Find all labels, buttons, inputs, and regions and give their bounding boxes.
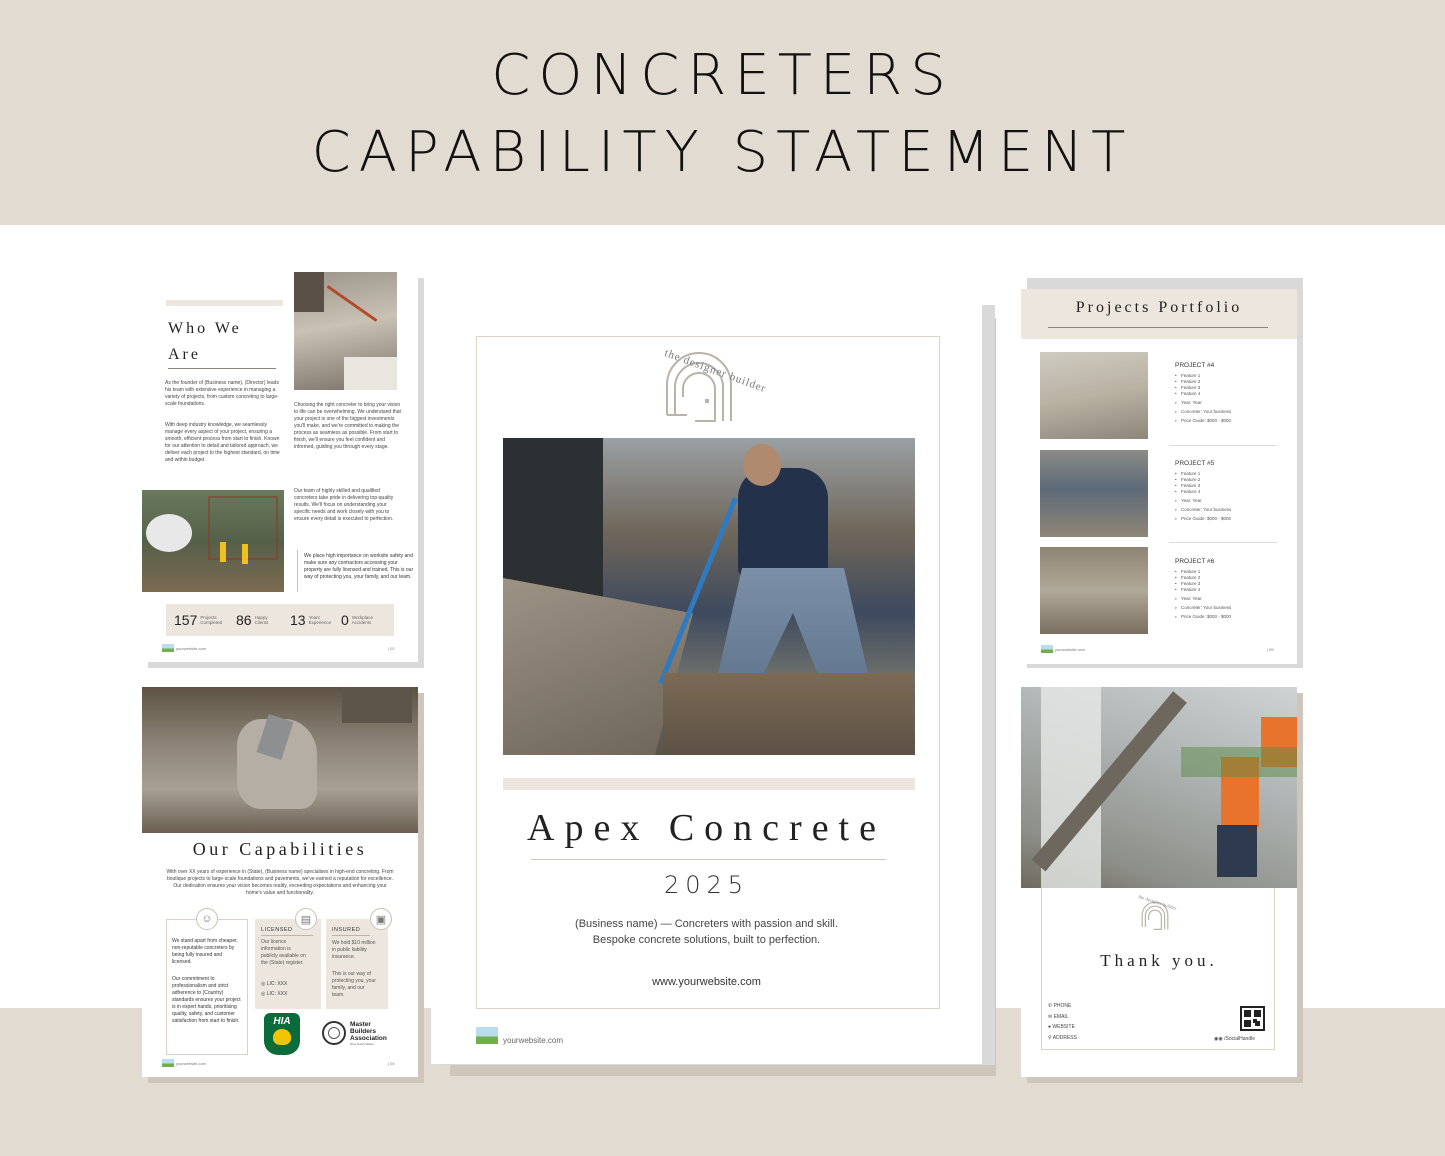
feature-item: • Feature 4: [1175, 391, 1231, 397]
licence-value: LIC: XXX: [266, 981, 288, 987]
location-pin-icon: ⚲: [1048, 1035, 1052, 1042]
feature-item: • Feature 3: [1175, 483, 1231, 489]
stat-label: Experience: [308, 620, 332, 625]
feature-item: • Feature 4: [1175, 587, 1231, 593]
feature-item: • Feature 2: [1175, 379, 1231, 385]
row-divider: [1169, 542, 1277, 543]
who-title-line1: Who We: [168, 320, 242, 337]
contact-email[interactable]: [1048, 1012, 1077, 1023]
project-6-photo: [1040, 547, 1148, 634]
feature-item: • Feature 2: [1175, 477, 1231, 483]
feature-item: • Feature 3: [1175, 385, 1231, 391]
why-us-para-2: Our commitment to professionalism and strict adherence to (Country) standards ensures your project is in expert hands, prioritising quality, safety, and customer satisfaction from start to finish.: [172, 976, 241, 1024]
stat-projects: [174, 612, 222, 628]
contact-website[interactable]: [1048, 1022, 1077, 1033]
tagline-line: Bespoke concrete solutions, built to perfection.: [592, 934, 821, 946]
project-4-details: [1175, 362, 1231, 424]
hia-logo: [264, 1013, 300, 1055]
project-year: ▸ Year: Year: [1175, 498, 1231, 504]
thankyou-page: [1021, 687, 1297, 1077]
contact-list: [1048, 1001, 1077, 1044]
project-price: ▸ Price Guide: $000 - $000: [1175, 418, 1231, 424]
licensed-title: LICENSED: [261, 927, 293, 933]
who-we-are-title: [168, 316, 242, 368]
email-icon: ✉: [1048, 1013, 1053, 1020]
project-price: ▸ Price Guide: $000 - $000: [1175, 614, 1231, 620]
instagram-icon: ◉: [1214, 1036, 1219, 1042]
insurance-icon: ▣: [370, 908, 392, 930]
concrete-pour-photo: [1021, 687, 1297, 888]
licensed-text: Our licence information is publicly available on the (State) register.: [261, 939, 306, 966]
banner-title-line1: CONCRETERS: [491, 43, 954, 108]
cover-accent-bar: [503, 778, 915, 790]
worker-icon: ☺: [196, 908, 218, 930]
mba-line: Builders: [350, 1028, 377, 1035]
footer-logo-icon: [476, 1027, 498, 1044]
stat-label: Accidents: [351, 620, 372, 625]
stat-accidents: [341, 612, 373, 628]
feature-item: • Feature 4: [1175, 489, 1231, 495]
contact-address[interactable]: [1048, 1033, 1077, 1044]
footer-logo-icon: [162, 644, 174, 652]
site-photo: [142, 490, 284, 592]
phone-icon: ✆: [1048, 1003, 1053, 1009]
cover-page: [431, 281, 982, 1064]
why-us-para-1: We stand apart from cheaper, non-reputable concreters by being fully insured and licensed.: [172, 938, 238, 965]
who-title-line2: Are: [168, 346, 201, 363]
cover-year: 2025: [663, 871, 750, 899]
feature-item: • Feature 3: [1175, 581, 1231, 587]
cover-tagline: [431, 916, 982, 948]
project-concreter: ▸ Concreter: Your business: [1175, 409, 1231, 415]
insured-para-1: We hold $10 million in public liability insurance.: [332, 940, 376, 960]
thankyou-logo-text: the designer builder: [1137, 895, 1177, 913]
page-number: | 04: [388, 1061, 395, 1066]
project-4-photo: [1040, 352, 1148, 439]
mba-seal-icon: [322, 1021, 346, 1045]
capabilities-page: [142, 687, 418, 1077]
stat-years: [290, 612, 331, 628]
stat-label: Completed: [200, 620, 223, 625]
project-concreter: ▸ Concreter: Your business: [1175, 605, 1231, 611]
contact-label: ADDRESS: [1052, 1035, 1077, 1042]
project-price: ▸ Price Guide: $000 - $000: [1175, 516, 1231, 522]
globe-icon: ●: [1048, 1024, 1052, 1031]
screeding-photo: [294, 272, 397, 390]
footer-site: yourwebsite.com: [503, 1036, 564, 1045]
insured-rule: [332, 935, 370, 936]
cover-title-rule: [531, 859, 886, 860]
footer-logo-icon: [1041, 645, 1053, 653]
contact-phone[interactable]: [1048, 1001, 1077, 1012]
project-name: PROJECT #6: [1175, 558, 1215, 565]
title-rule: [168, 368, 276, 369]
feature-item: • Feature 1: [1175, 471, 1231, 477]
portfolio-title-rule: [1048, 327, 1268, 328]
project-name: PROJECT #4: [1175, 362, 1215, 369]
stat-value: 13: [290, 612, 306, 628]
qr-code-icon[interactable]: [1240, 1006, 1265, 1031]
who-para-3: Choosing the right concreter to bring your vision to life can be overwhelming. We understand that your project is one of the biggest investments you'll make, and we're committed to making the process as seamless as possible. From start to finish, we'll ensure you feel confident and informed, guiding you through every stage.: [294, 402, 401, 450]
who-para-2: With deep industry knowledge, we seamlessly manage every aspect of your project, ensuring a smooth, efficient process from start to finish. Known for our attention to detail and tailored approach, we deliver each project to the highest standard, on time and within budget.: [165, 422, 280, 463]
footer-site: yourwebsite.com: [176, 1061, 207, 1066]
stat-label: Workplace: [351, 614, 373, 620]
contact-label: PHONE: [1053, 1003, 1072, 1009]
licensed-rule: [261, 935, 313, 936]
cover-website: www.yourwebsite.com: [652, 976, 761, 988]
licence-value: LIC: XXX: [266, 991, 288, 997]
hia-logo-text: HIA: [273, 1016, 291, 1027]
stat-label: Clients: [254, 620, 269, 625]
cover-logo-text: the designer builder: [662, 347, 768, 396]
facebook-icon: ◉: [1218, 1036, 1223, 1042]
quote-bar: [297, 550, 298, 592]
licence-icon: ▤: [295, 908, 317, 930]
contact-label: EMAIL: [1053, 1013, 1069, 1020]
footer-site: yourwebsite.com: [176, 646, 207, 651]
feature-item: • Feature 1: [1175, 373, 1231, 379]
project-5-details: [1175, 460, 1231, 522]
mba-line: Master: [350, 1021, 371, 1028]
thankyou-title: Thank you.: [1100, 951, 1218, 970]
social-handle-text: /SocialHandle: [1224, 1036, 1255, 1042]
insured-title: INSURED: [332, 927, 361, 933]
page-number: | 05: [1267, 647, 1274, 652]
stat-value: 86: [236, 612, 252, 628]
stat-value: 157: [174, 612, 198, 628]
feature-item: • Feature 1: [1175, 569, 1231, 575]
stat-label: Years: [308, 614, 320, 620]
licence-number-2: ◎ LIC: XXX: [261, 991, 288, 997]
hia-hands-icon: [273, 1029, 291, 1045]
title-accent-bar: [166, 300, 283, 306]
footer-site: yourwebsite.com: [1055, 647, 1086, 652]
page-number: | 02: [388, 646, 395, 651]
cover-title: Apex Concrete: [527, 807, 886, 849]
tagline-line: (Business name) — Concreters with passion and skill.: [575, 918, 838, 930]
who-para-4: Our team of highly skilled and qualified concreters take pride in delivering top-quality results. We'll focus on understanding your specific needs and work closely with you to ensure every detail is executed to perfection.: [294, 488, 394, 522]
project-name: PROJECT #5: [1175, 460, 1215, 467]
insured-para-2: This is our way of protecting you, your family, and our team.: [332, 971, 376, 998]
capabilities-title: Our Capabilities: [192, 839, 368, 859]
project-5-photo: [1040, 450, 1148, 537]
capabilities-intro: With over XX years of experience in (State), (Business name) specialises in high-end concreting. From boutique projects to large-scale foundations and pavements, we've earned a reputation for excellence. Our dedication ensures your vision becomes reality, exceeding expectations and enhancing your home's value and functionality.: [166, 869, 394, 896]
mba-subtitle: New South Wales: [350, 1042, 374, 1046]
stat-label: Projects: [200, 614, 217, 620]
stat-clients: [236, 612, 268, 628]
feature-item: • Feature 2: [1175, 575, 1231, 581]
stat-value: 0: [341, 612, 349, 628]
trench-pour-photo: [142, 687, 418, 833]
project-concreter: ▸ Concreter: Your business: [1175, 507, 1231, 513]
mba-logo-text: [350, 1021, 387, 1047]
social-handle[interactable]: [1214, 1036, 1255, 1042]
mba-line: Association: [350, 1035, 387, 1042]
who-para-5: We place high importance on worksite safety and make sure any contractors accessing your property are fully licensed and trained. This is our way of protecting you, your family, and our team.: [304, 553, 414, 580]
stats-bar: [166, 604, 394, 636]
hero-photo: [503, 438, 915, 755]
row-divider: [1169, 445, 1277, 446]
who-para-1: As the founder of (Business name), (Director) leads his team with extensive experience in managing a variety of projects, from custom concreting to large-scale foundations.: [165, 380, 279, 407]
project-year: ▸ Year: Year: [1175, 400, 1231, 406]
portfolio-title: Projects Portfolio: [1075, 299, 1243, 316]
project-6-details: [1175, 558, 1231, 620]
banner-title-line2: CAPABILITY STATEMENT: [311, 120, 1134, 185]
who-we-are-page: [142, 272, 418, 662]
licence-number-1: ◎ LIC: XXX: [261, 981, 288, 987]
contact-label: WEBSITE: [1052, 1024, 1075, 1031]
footer-logo-icon: [162, 1059, 174, 1067]
portfolio-page: [1021, 289, 1297, 664]
stat-label: Happy: [254, 614, 268, 620]
project-year: ▸ Year: Year: [1175, 596, 1231, 602]
title-banner: [0, 0, 1445, 225]
